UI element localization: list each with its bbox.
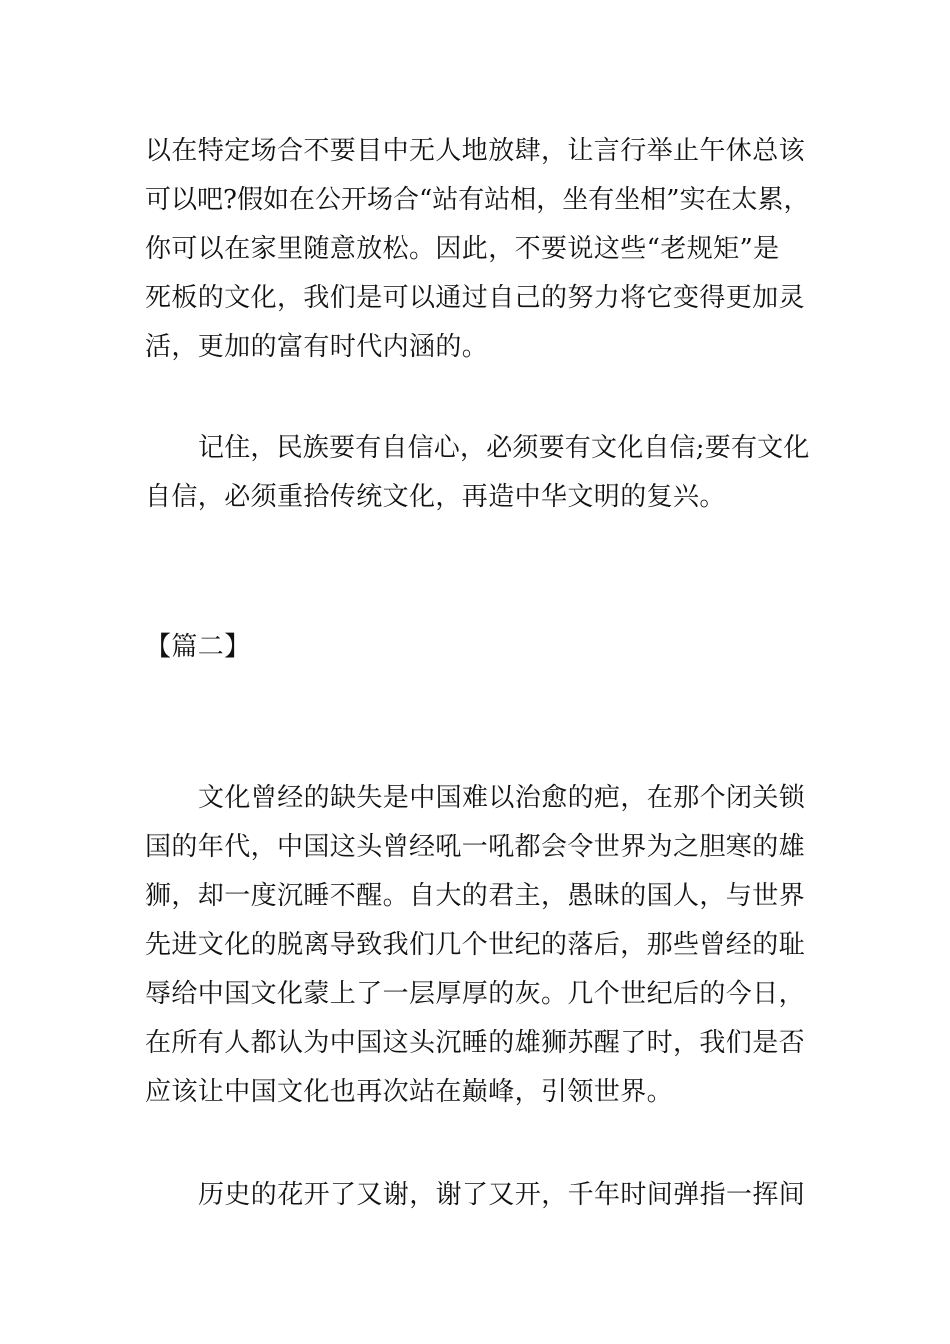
paragraph-line: 你可以在家里随意放松。因此，不要说这些“老规矩”是 <box>145 234 780 264</box>
paragraph-line: 在所有人都认为中国这头沉睡的雄狮苏醒了时，我们是否 <box>145 1028 806 1058</box>
paragraph-line: 应该让中国文化也再次站在巅峰，引领世界。 <box>145 1077 674 1107</box>
paragraph-line: 以在特定场合不要目中无人地放肆，让言行举止午休总该 <box>145 136 806 166</box>
paragraph-line: 狮，却一度沉睡不醒。自大的君主，愚昧的国人，与世界 <box>145 881 806 911</box>
paragraph-line: 历史的花开了又谢，谢了又开，千年时间弹指一挥间 <box>198 1180 806 1210</box>
paragraph-line: 自信，必须重拾传统文化，再造中华文明的复兴。 <box>145 482 726 512</box>
section-heading: 【篇二】 <box>145 632 251 662</box>
paragraph-line: 活，更加的富有时代内涵的。 <box>145 332 489 362</box>
paragraph-line: 死板的文化，我们是可以通过自己的努力将它变得更加灵 <box>145 283 806 313</box>
paragraph-line: 记住，民族要有自信心，必须要有文化自信;要有文化 <box>198 433 810 463</box>
paragraph-line: 先进文化的脱离导致我们几个世纪的落后，那些曾经的耻 <box>145 930 806 960</box>
paragraph-line: 国的年代，中国这头曾经吼一吼都会令世界为之胆寒的雄 <box>145 832 806 862</box>
paragraph-line: 可以吧?假如在公开场合“站有站相，坐有坐相”实在太累， <box>145 185 810 215</box>
paragraph-line: 辱给中国文化蒙上了一层厚厚的灰。几个世纪后的今日， <box>145 979 806 1009</box>
paragraph-line: 文化曾经的缺失是中国难以治愈的疤，在那个闭关锁 <box>198 783 806 813</box>
